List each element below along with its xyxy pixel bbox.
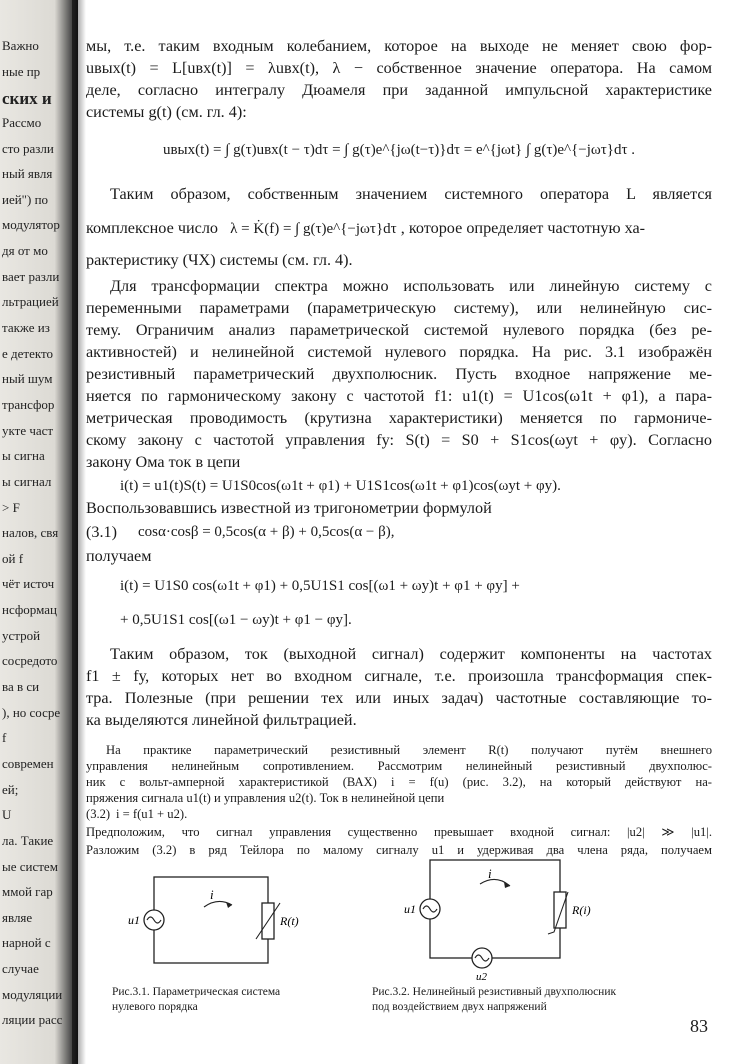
text-line: скому закону с частотой управления fу: S(t) = S0 + S1cos(ωуt + φу). Согласно: [86, 431, 712, 449]
text-line: рактеристику (ЧХ) системы (см. гл. 4).: [86, 251, 353, 269]
text-line: переменными параметрами (параметрическую систему), или нелинейную сис-: [86, 299, 712, 317]
text-line: няется по гармоническому закону с частотой f1: u1(t) = U1cos(ω1t + φ1), а пара-: [86, 387, 712, 405]
adjacent-page-fragment: ских и: [2, 89, 52, 109]
adjacent-page-fragment: Рассмо: [2, 114, 42, 130]
adjacent-page-fragment: ляции расс: [2, 1012, 63, 1028]
adjacent-page-fragment: являе: [2, 909, 33, 925]
text-line: деле, согласно интегралу Дюамеля при заданной импульсной характеристике: [86, 81, 712, 99]
figure-3-1-caption-line2: нулевого порядка: [112, 1001, 198, 1013]
small-text-line: Разложим (3.2) в ряд Тейлора по малому сигналу u1 и удерживая два члена ряда, получаем: [86, 843, 712, 857]
adjacent-page-fragment: ный шум: [2, 371, 53, 387]
text-line: метрическая проводимость (крутизна характеристики) меняется по гармониче-: [86, 409, 712, 427]
adjacent-page-fragment: ы сигна: [2, 448, 45, 464]
adjacent-page-fragment: сто разли: [2, 140, 54, 156]
adjacent-page-fragment: дя от мо: [2, 243, 48, 259]
adjacent-page-fragment: льтрацией: [2, 294, 59, 310]
figure-3-1-caption-line1: Рис.3.1. Параметрическая система: [112, 986, 281, 998]
adjacent-page-fragment: вает разли: [2, 268, 60, 284]
source2-label: u2: [476, 971, 487, 982]
text-line: Таким образом, ток (выходной сигнал) содержит компоненты на частотах: [110, 645, 712, 663]
text-line: ка выделяются линейной фильтрацией.: [86, 711, 357, 729]
small-text-line: Предположим, что сигнал управления существенно превышает входной сигнал: |u2| ≫ |u1|.: [86, 825, 712, 839]
adjacent-page-fragment: модуляции: [2, 986, 63, 1002]
adjacent-page-fragment: ные пр: [2, 63, 41, 79]
equation-number: (3.1): [86, 523, 118, 541]
text-line: резистивный параметрический двухполюсник. Пусть входное напряжение ме-: [86, 365, 712, 383]
output-current-equation-b: + 0,5U1S1 cos[(ω1 − ωу)t + φ1 − φу].: [120, 612, 352, 628]
equation-number: (3.2): [86, 807, 111, 821]
adjacent-page-fragment: нарной с: [2, 935, 51, 951]
adjacent-page-fragment: ный явля: [2, 166, 53, 182]
adjacent-page-fragment: укте част: [2, 422, 54, 438]
small-text-line: На практике параметрический резистивный элемент R(t) получают путём внешнего: [106, 743, 712, 757]
adjacent-page-fragment: трансфор: [2, 396, 55, 412]
small-text-line: ник с вольт-амперной характеристикой (ВАХ) i = f(u) (рис. 3.2), на который действуют на-: [86, 775, 712, 789]
text-line: f1 ± fу, которых нет во входном сигнале, т.е. произошла трансформация спек-: [86, 667, 712, 685]
text-line: активностей) и нелинейной системой нулевого порядка. На рис. 3.1 изображён: [86, 343, 712, 361]
adjacent-page-fragment: ), но сосре: [2, 704, 61, 720]
adjacent-page-fragment: случае: [2, 961, 39, 977]
text-line: тра. Полезные (при решении тех или иных задач) частотные составляющие то-: [86, 689, 712, 707]
text-line: получаем: [86, 547, 152, 565]
small-text-line: пряжения сигнала u1(t) и управления u2(t). Ток в нелинейной цепи: [86, 791, 445, 805]
adjacent-page-fragment: ией") по: [2, 191, 49, 207]
adjacent-page-fragment: нсформац: [2, 602, 57, 618]
adjacent-page-fragment: ой f: [2, 550, 24, 566]
adjacent-page-fragment: устрой: [2, 627, 41, 643]
adjacent-page-fragment: модулятор: [2, 217, 60, 233]
text-line: закону Ома ток в цепи: [86, 453, 241, 471]
text-line: Воспользовавшись известной из тригонометрии формулой: [86, 499, 492, 517]
text-line: комплексное число λ = K̇(f) = ∫ g(τ)e^{−jωτ}dτ , которое определяет частотную ха-: [86, 219, 646, 237]
page-number: 83: [690, 1016, 708, 1036]
source-label: u1: [404, 902, 416, 916]
adjacent-page-fragment: ла. Такие: [2, 832, 54, 848]
resistor-label: R(i): [572, 903, 591, 917]
eigenvalue-formula: λ = K̇(f) = ∫ g(τ)e^{−jωτ}dτ: [230, 221, 397, 237]
output-current-equation-a: i(t) = U1S0 cos(ω1t + φ1) + 0,5U1S1 cos[(ω1 + ωу)t + φ1 + φу] +: [120, 578, 520, 594]
text-line: uвых(t) = L[uвх(t)] = λuвх(t), λ − собственное значение оператора. На самом: [86, 59, 712, 77]
adjacent-page-fragment: современ: [2, 755, 54, 771]
adjacent-page-fragment: налов, свя: [2, 525, 59, 541]
adjacent-page-fragment: чёт источ: [2, 576, 55, 592]
adjacent-page-fragment: > F: [2, 499, 20, 515]
adjacent-page-fragment: ей;: [2, 781, 19, 797]
figure-3-2-caption-line1: Рис.3.2. Нелинейный резистивный двухполюсник: [372, 986, 617, 998]
nonlinear-current-equation: i = f(u1 + u2).: [116, 807, 188, 821]
adjacent-page-fragment: f: [2, 730, 7, 746]
adjacent-page-fragment: также из: [2, 320, 50, 336]
text-line: Для трансформации спектра можно использовать или линейную систему с: [110, 277, 712, 295]
figure-3-1-circuit: [120, 855, 320, 985]
current-label: i: [488, 866, 492, 881]
text-line: мы, т.е. таким входным колебанием, которое на выходе не меняет свою фор-: [86, 37, 712, 55]
resistor-label: R(t): [280, 914, 299, 928]
figure-3-2-caption-line2: под воздействием двух напряжений: [372, 1001, 547, 1013]
adjacent-page-fragment: Важно: [2, 38, 39, 53]
text-line: тему. Ограничим анализ параметрической системой нулевого порядка (без ре-: [86, 321, 712, 339]
adjacent-page-fragment: ммой гар: [2, 884, 53, 900]
text-line: системы g(t) (см. гл. 4):: [86, 103, 247, 121]
adjacent-page-fragment: ва в си: [2, 679, 40, 695]
small-text-line: управления нелинейным сопротивлением. Рассмотрим нелинейный резистивный двухполюс-: [86, 759, 712, 773]
figure-3-2-circuit: [380, 852, 600, 982]
current-label: i: [210, 887, 214, 902]
book-gutter-shadow: [72, 0, 86, 1064]
adjacent-page-fragment: ы сигнал: [2, 473, 52, 489]
adjacent-page-fragment: сосредото: [2, 653, 58, 669]
adjacent-page-fragment: U: [2, 807, 12, 823]
text-line: Таким образом, собственным значением системного оператора L является: [110, 185, 712, 203]
current-equation: i(t) = u1(t)S(t) = U1S0cos(ω1t + φ1) + U1S1cos(ω1t + φ1)cos(ωуt + φу).: [120, 478, 561, 494]
adjacent-page-strip: [0, 0, 78, 1064]
adjacent-page-fragment: ые систем: [2, 858, 58, 874]
trig-identity: cosα·cosβ = 0,5cos(α + β) + 0,5cos(α − β),: [138, 524, 395, 540]
duhamel-equation: uвых(t) = ∫ g(τ)uвх(t − τ)dτ = ∫ g(τ)e^{jω(t−τ)}dτ = e^{jωt} ∫ g(τ)e^{−jωτ}dτ .: [162, 142, 636, 158]
source-label: u1: [128, 913, 140, 927]
adjacent-page-fragment: е детекто: [2, 345, 54, 361]
